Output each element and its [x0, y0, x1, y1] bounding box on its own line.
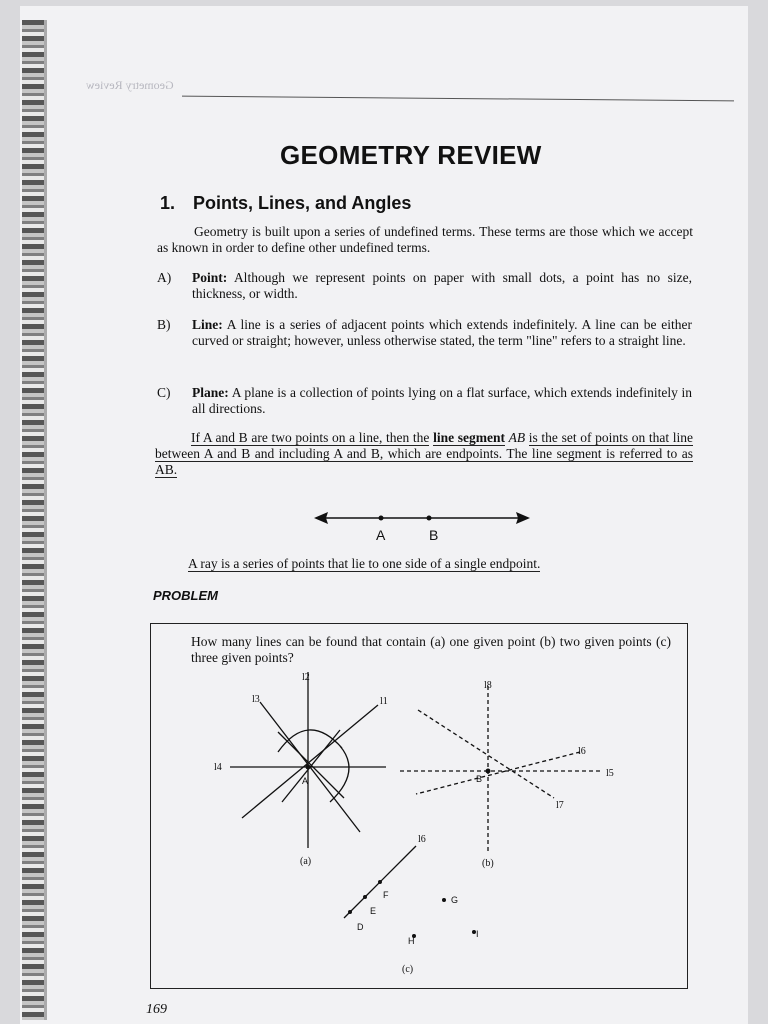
fig-a-label-l4: l4 [214, 762, 222, 773]
fig-c-label-g: G [451, 895, 459, 905]
fig-c-point-g [442, 898, 446, 902]
binding-edge [44, 20, 47, 1020]
point-a-label: A [376, 527, 386, 543]
ray-definition [188, 556, 648, 572]
point-b-label: B [429, 527, 439, 543]
fig-a-arc-1 [278, 730, 342, 752]
fig-b-label-l5: l5 [606, 768, 614, 779]
segment-term: line segment [433, 430, 505, 445]
fig-c-point-f [378, 880, 382, 884]
point-a-dot [379, 516, 384, 521]
page-title: GEOMETRY REVIEW [280, 140, 542, 170]
term-c-name: Plane: [192, 385, 229, 400]
fig-a-label-l3: l3 [252, 694, 260, 705]
point-b-dot [427, 516, 432, 521]
fig-c-label-e: E [370, 906, 377, 916]
term-c-text: A plane is a collection of points lying on a flat surface, which extends indefinitely in all directions. [192, 385, 692, 416]
fig-a-point-label: A [302, 776, 309, 786]
fig-c-label-i: I [476, 929, 479, 939]
segment-text-1: If A and B are two points on a line, then the [191, 430, 430, 445]
fig-a-label-l1: l1 [380, 696, 388, 707]
term-a-name: Point: [192, 270, 228, 285]
segment-diagram [300, 505, 540, 545]
spiral-binding [22, 20, 44, 1020]
term-a-letter: A) [157, 270, 172, 285]
term-c-letter: C) [157, 385, 171, 400]
fig-c-label-f: F [383, 890, 389, 900]
segment-ab: AB [508, 430, 526, 445]
fig-c-label-h: H [408, 936, 415, 946]
fig-b-label-l6: l6 [578, 746, 586, 757]
fig-a-point [306, 765, 311, 770]
section-title: Points, Lines, and Angles [193, 193, 412, 213]
fig-b-line-l6 [416, 752, 580, 794]
fig-b-point-label: B [476, 774, 483, 784]
problem-question: How many lines can be found that contain (a) one given point (b) two given points (c) three given points? [191, 634, 671, 665]
term-a-text: Although we represent points on paper with small dots, a point has no size, thickness, or width. [192, 270, 692, 301]
fig-c-label-l6: l6 [418, 834, 426, 845]
left-arrow-icon [314, 512, 328, 524]
page-number: 169 [146, 1002, 167, 1017]
term-b-definition [192, 317, 692, 349]
fig-a-caption: (a) [300, 856, 312, 867]
term-b-text: A line is a series of adjacent points which extends indefinitely. A line can be either curved or straight; however, unless otherwise stated, the term "line" refers to a straight line. [192, 317, 692, 348]
fig-c-caption: (c) [402, 964, 414, 975]
term-c-definition [192, 385, 692, 417]
fig-c-label-d: D [357, 922, 364, 932]
segment-text-2: is the set of points on that line between A and B and including A and B, which are endpoints. The line segment is referred to as AB. [155, 430, 694, 477]
problem-figures [150, 660, 686, 986]
fig-a-line-short-1 [282, 730, 340, 802]
fig-b-point [486, 769, 491, 774]
term-b-letter: B) [157, 317, 171, 332]
fig-b-line-l7 [418, 710, 554, 798]
term-a-definition [192, 270, 692, 302]
fig-a-label-l2: l2 [302, 672, 310, 683]
section-number: 1. [160, 193, 176, 213]
problem-heading: PROBLEM [153, 588, 218, 603]
right-arrow-icon [516, 512, 530, 524]
fig-c-point-d [348, 910, 352, 914]
segment-paragraph [155, 430, 693, 478]
fig-b-label-l7: l7 [556, 800, 564, 811]
fig-a-line-l1 [242, 705, 378, 818]
intro-paragraph: Geometry is built upon a series of undefined terms. These terms are those which we accept as known in order to define other undefined terms. [157, 224, 693, 255]
ray-text: A ray is a series of points that lie to one side of a single endpoint. [188, 556, 541, 571]
figure-b [400, 686, 600, 852]
fig-b-label-l8: l8 [484, 680, 492, 691]
fig-b-caption: (b) [482, 858, 494, 869]
figure-c [344, 846, 476, 938]
running-head-bleed: Geometry Review [86, 78, 174, 92]
section-heading [160, 193, 411, 214]
term-b-name: Line: [192, 317, 223, 332]
fig-c-point-e [363, 895, 367, 899]
